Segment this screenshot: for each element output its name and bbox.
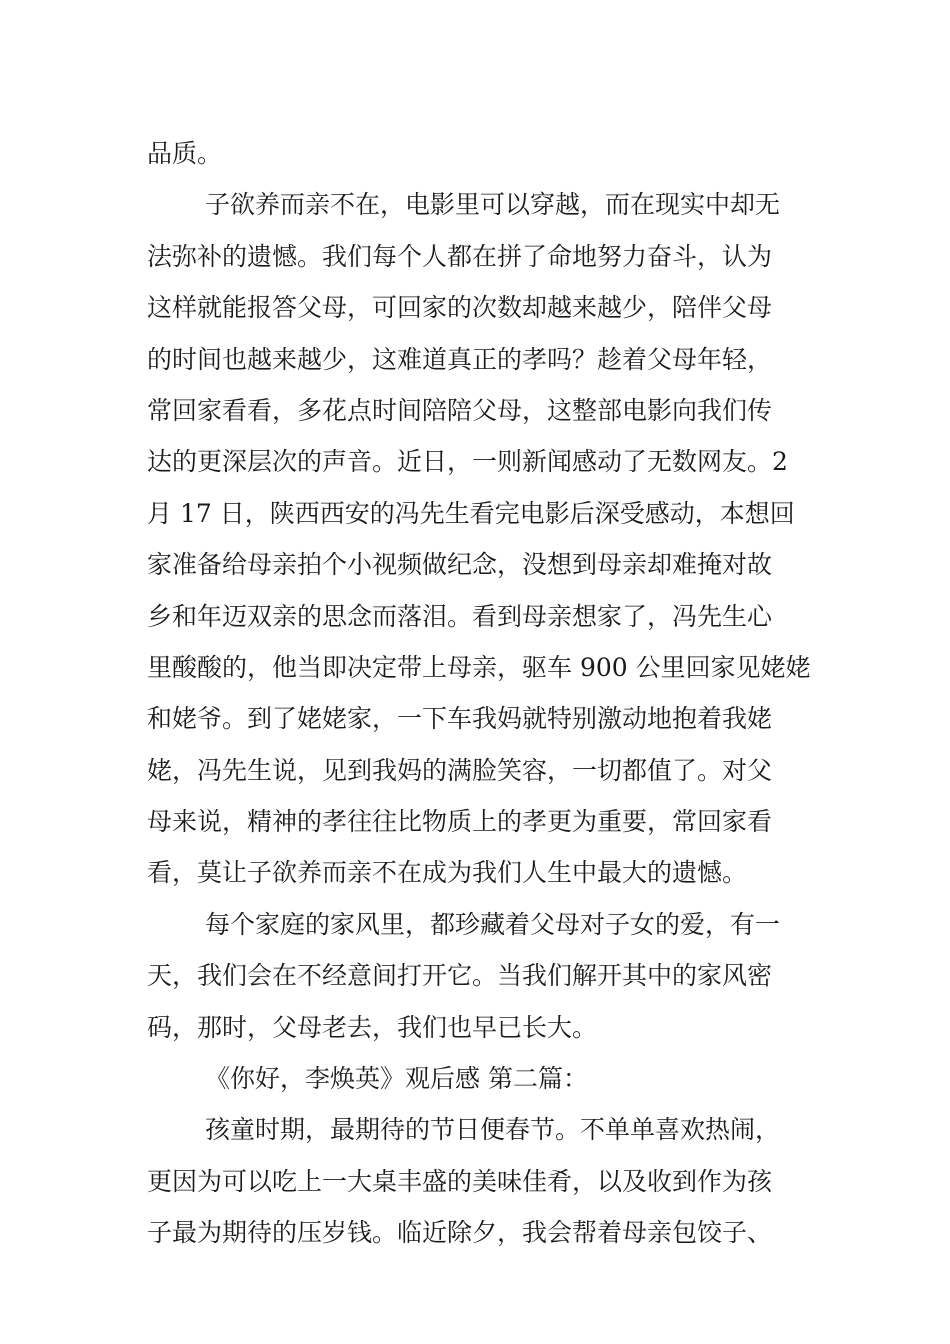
text-line: 姥，冯先生说，见到我妈的满脸笑容，一切都值了。对父: [147, 755, 773, 785]
text-line: 法弥补的遗憾。我们每个人都在拼了命地努力奋斗，认为: [147, 241, 773, 271]
text-line: 码，那时，父母老去，我们也早已长大。: [147, 1012, 598, 1042]
text-line: 更因为可以吃上一大桌丰盛的美味佳肴，以及收到作为孩: [147, 1166, 773, 1196]
text-line: 看，莫让子欲养而亲不在成为我们人生中最大的遗憾。: [147, 858, 748, 888]
text-line: 品质。: [147, 139, 223, 168]
text-line: 母来说，精神的孝往往比物质上的孝更为重要，常回家看: [147, 807, 773, 837]
text-line: 达的更深层次的声音。近日，一则新闻感动了无数网友。2: [147, 447, 788, 477]
text-line: 乡和年迈双亲的思念而落泪。看到母亲想家了，冯先生心: [147, 601, 773, 631]
text-line: 孩童时期，最期待的节日便春节。不单单喜欢热闹，: [205, 1115, 781, 1145]
text-line: 天，我们会在不经意间打开它。当我们解开其中的家风密: [147, 961, 773, 991]
body-text: [147, 128, 811, 1259]
text-line: 子最为期待的压岁钱。临近除夕，我会帮着母亲包饺子、: [147, 1218, 773, 1248]
text-line: 家准备给母亲拍个小视频做纪念，没想到母亲却难掩对故: [147, 550, 773, 580]
text-line: 常回家看看，多花点时间陪陪父母，这整部电影向我们传: [147, 395, 773, 425]
text-line: 子欲养而亲不在，电影里可以穿越，而在现实中却无: [205, 190, 781, 220]
text-line: 《你好，李焕英》观后感 第二篇：: [205, 1064, 588, 1094]
text-line: 的时间也越来越少，这难道真正的孝吗？趁着父母年轻，: [147, 344, 773, 374]
text-line: 这样就能报答父母，可回家的次数却越来越少，陪伴父母: [147, 293, 773, 323]
text-line: 每个家庭的家风里，都珍藏着父母对子女的爱，有一: [205, 909, 781, 939]
text-line: 和姥爷。到了姥姥家，一下车我妈就特别激动地抱着我姥: [147, 704, 773, 734]
text-line: 月 17 日，陕西西安的冯先生看完电影后深受感动，本想回: [147, 498, 795, 528]
text-line: 里酸酸的，他当即决定带上母亲，驱车 900 公里回家见姥姥: [147, 652, 811, 682]
